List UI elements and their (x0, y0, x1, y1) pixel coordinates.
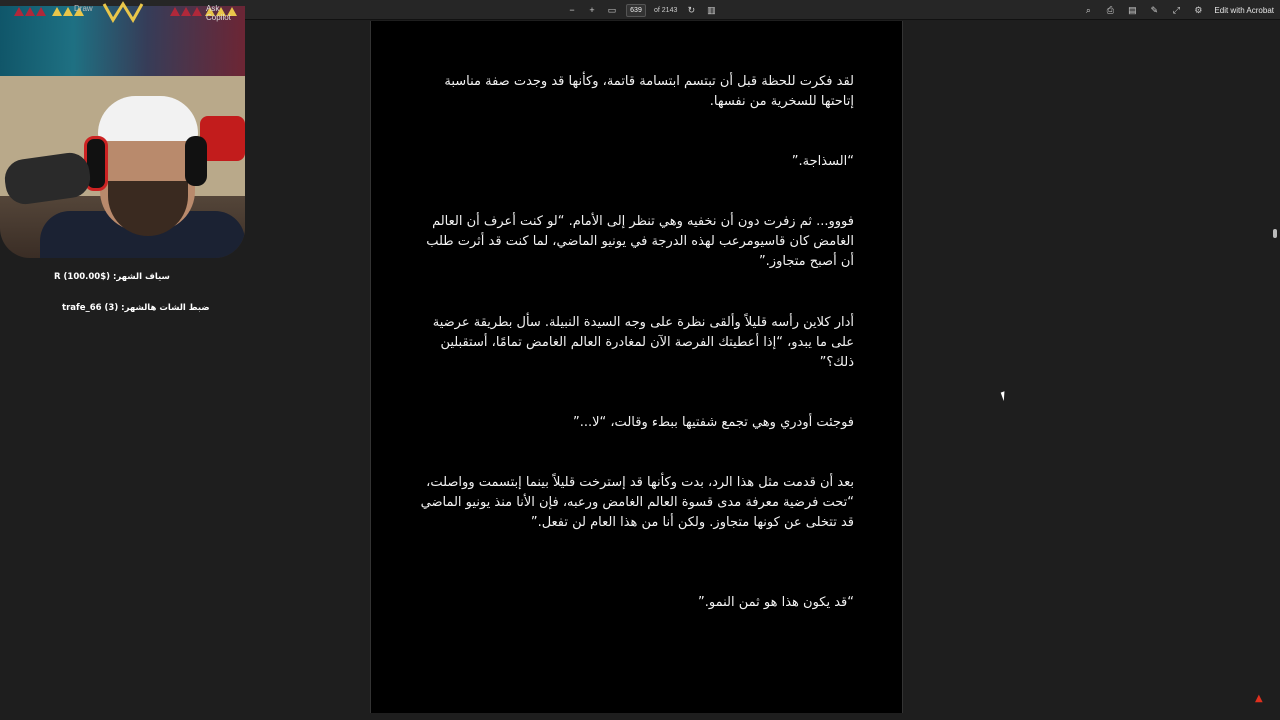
month-supporter-alert: سياف الشهر: ($100.00) R (54, 272, 170, 282)
decor-triangles-right (170, 7, 202, 16)
chat-king-alert: ضبط الشات هالشهر: (3) trafe_66 (62, 303, 210, 313)
paragraph-1: لقد فكرت للحظة قبل أن تبتسم ابتسامة قاتمة، وكأنها قد وجدت صفة مناسبة إتاحتها للسخرية من نفسها. (444, 74, 854, 109)
crown-logo-icon (102, 0, 144, 24)
expand-icon[interactable]: ⤢ (1172, 5, 1180, 15)
page-navigation (566, 0, 717, 20)
page-number-input[interactable]: 639 (626, 4, 646, 17)
ask-copilot-button[interactable]: Ask Copilot (206, 4, 231, 22)
pdf-page (370, 21, 903, 713)
scrollbar-thumb[interactable] (1273, 229, 1277, 238)
acrobat-logo-icon[interactable]: ▲ (1255, 693, 1263, 704)
zoom-in-icon[interactable]: + (589, 5, 595, 15)
zoom-out-icon[interactable]: − (569, 5, 575, 15)
draw-tool-label[interactable]: Draw (74, 4, 93, 13)
edit-with-acrobat-button[interactable]: Edit with Acrobat (1214, 5, 1274, 15)
paragraph-6: بعد أن قدمت مثل هذا الرد، بدت وكأنها قد إسترخت قليلاً بينما إبتسمت وواصلت، “تحت فرضية معرفة مدى قسوة العالم الغامض ورعبه، فإن الأنا منذ يونيو الماضي قد تتخلى عن كونها متجاوز. ولكن أنا من هذا العام لن تفعل.” (420, 475, 854, 530)
paragraph-5: فوجئت أودري وهي تجمع شفتيها ببطء وقالت، “لا...” (572, 415, 854, 430)
save-icon[interactable]: ▤ (1128, 5, 1137, 15)
rotate-icon[interactable]: ↻ (687, 5, 696, 15)
paragraph-3: فووو... ثم زفرت دون أن نخفيه وهي تنظر إلى الأمام. “لو كنت أعرف أن العالم الغامض كان قاسيومرعب لهذه الدرجة في يونيو الماضي، لما كنت قد أثرت طلب أن أصبح متجاوز.” (426, 214, 854, 269)
toolbar-right (1082, 0, 1274, 20)
print-icon[interactable]: ⎙ (1106, 5, 1114, 15)
headset-right-icon (185, 136, 207, 186)
paragraph-4: أدار كلاين رأسه قليلاً وألقى نظرة على وجه السيدة النبيلة. سأل بطريقة عرضية على ما يبدو، “إذا أعطيتك الفرصة الآن لمغادرة العالم الغامض تمامًا، أستقبلين ذلك؟” (432, 315, 854, 370)
paragraph-2: “السذاجة.” (791, 154, 854, 169)
page-total-label: of 2143 (654, 6, 678, 14)
decor-triangles-left (14, 7, 46, 16)
settings-icon[interactable]: ⚙ (1194, 5, 1203, 15)
paragraph-7: “قد يكون هذا هو ثمن النمو.” (698, 595, 854, 610)
webcam-cap (98, 96, 198, 141)
edit-icon[interactable]: ✎ (1150, 5, 1159, 15)
page-view-icon[interactable]: ▥ (707, 5, 716, 15)
stream-overlay-top (0, 0, 245, 24)
search-icon[interactable]: ⌕ (1085, 5, 1091, 15)
webcam-overlay (0, 6, 245, 258)
fit-page-icon[interactable]: ▭ (607, 5, 617, 15)
